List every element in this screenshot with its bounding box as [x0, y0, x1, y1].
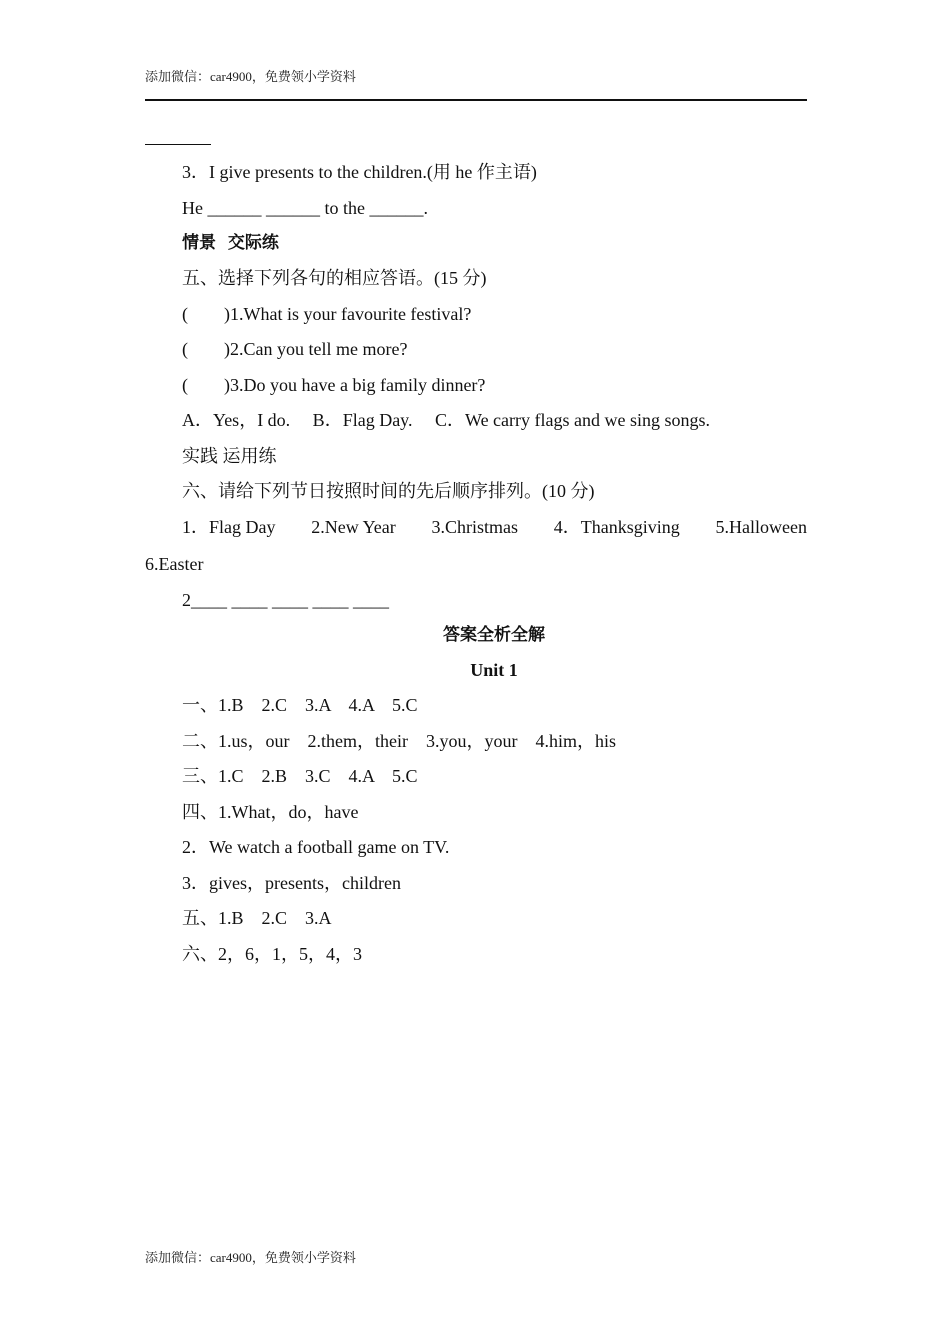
- question-5-item-3: ( )3.Do you have a big family dinner?: [182, 375, 486, 395]
- page-footer: 添加微信：car4900，免费领小学资料: [145, 1250, 356, 1265]
- header-divider: [145, 99, 807, 101]
- answer-line: 六、2，6，1，5，4，3: [182, 944, 362, 964]
- answer-line: 3．gives，presents，children: [182, 873, 401, 893]
- answers-title: 答案全析全解: [443, 625, 545, 645]
- festival-item: 3.Christmas: [431, 517, 519, 537]
- question-4-3-prompt: 3．I give presents to the children.(用 he 作主语): [182, 162, 537, 182]
- question-5-item-2: ( )2.Can you tell me more?: [182, 339, 408, 359]
- question-5-item-1: ( )1.What is your favourite festival?: [182, 304, 472, 324]
- answer-line: 2．We watch a football game on TV.: [182, 837, 450, 857]
- answer-line: 二、1.us，our 2.them，their 3.you，your 4.him，his: [182, 731, 616, 751]
- answer-line: 五、1.B 2.C 3.A: [182, 908, 332, 928]
- festival-item: 4．Thanksgiving: [553, 517, 680, 537]
- section-practice-heading: 实践 运用练: [182, 446, 277, 466]
- festival-item: 2.New Year: [311, 517, 396, 537]
- answer-line: 三、1.C 2.B 3.C 4.A 5.C: [182, 766, 418, 786]
- festival-item: 1．Flag Day: [182, 517, 276, 537]
- question-6-answer-line: 2____ ____ ____ ____ ____: [182, 590, 389, 610]
- question-5-title: 五、选择下列各句的相应答语。(15 分): [182, 268, 487, 288]
- question-5-options: A．Yes，I do. B．Flag Day. C．We carry flags and we sing songs.: [182, 410, 711, 430]
- festival-item: 5.Halloween: [715, 517, 807, 537]
- answers-unit: Unit 1: [470, 660, 518, 680]
- answer-line: 一、1.B 2.C 3.A 4.A 5.C: [182, 695, 418, 715]
- festival-list: [182, 516, 807, 538]
- question-4-3-answer-line: He ______ ______ to the ______.: [182, 198, 428, 218]
- section-situational-heading: 情景 交际练: [182, 233, 279, 253]
- festival-item-last: 6.Easter: [145, 554, 204, 574]
- answer-line: 四、1.What，do，have: [182, 802, 359, 822]
- question-6-title: 六、请给下列节日按照时间的先后顺序排列。(10 分): [182, 481, 595, 501]
- blank-line: [145, 144, 211, 145]
- page-header: 添加微信：car4900，免费领小学资料: [145, 69, 356, 84]
